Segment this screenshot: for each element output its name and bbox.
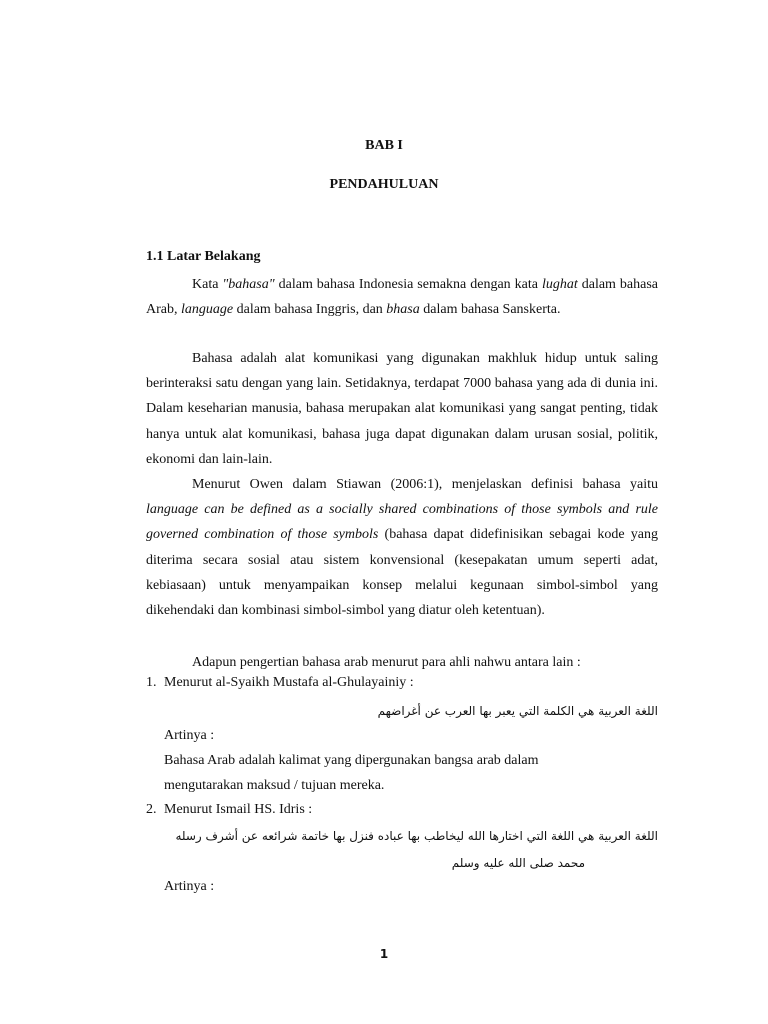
artinya-label-1: Artinya : <box>164 728 215 743</box>
paragraph-3: Menurut Owen dalam Stiawan (2006:1), menjelaskan definisi bahasa yaitu language can be defined as a socially shared combinations of those symbols and rule governed combination of those symbols (bahasa dapat didefinisikan sebagai kode yang diterima secara sosial atau sistem konvensional (kesepakatan umum seperti adat, kebiasaan) untuk menyampaikan konsep melalui kegunaan simbol-simbol yang dikehendaki dan kombinasi simbol-simbol yang diatur oleh ketentuan). <box>146 477 659 619</box>
chapter-title: PENDAHULUAN <box>329 177 439 192</box>
list-item-1-number: 1. <box>146 675 157 690</box>
page-number: 1 <box>379 947 389 961</box>
paragraph-2: Bahasa adalah alat komunikasi yang digunakan makhluk hidup untuk saling berinteraksi satu dengan yang lain. Setidaknya, terdapat 7000 bahasa yang ada di dunia ini. Dalam keseharian manusia, bahasa merupakan alat komunikasi yang sangat penting, tidak hanya untuk alat komunikasi, bahasa juga dapat digunakan dalam urusan sosial, politik, ekonomi dan lain-lain. <box>146 351 658 467</box>
meaning-1-line-1: Bahasa Arab adalah kalimat yang dipergunakan bangsa arab dalam <box>164 753 539 768</box>
list-item-2-label: Menurut Ismail HS. Idris : <box>164 802 313 817</box>
arabic-definition-1: اللغة العربية هي الكلمة التي يعبر بها العرب عن أغراضهم <box>377 704 658 718</box>
artinya-label-2: Artinya : <box>164 879 215 894</box>
list-item-1-label: Menurut al-Syaikh Mustafa al-Ghulayainiy : <box>164 675 414 690</box>
meaning-1-line-2: mengutarakan maksud / tujuan mereka. <box>164 778 385 793</box>
list-item-2-number: 2. <box>146 802 157 817</box>
section-heading: 1.1 Latar Belakang <box>146 249 261 264</box>
chapter-heading: BAB I <box>365 138 403 153</box>
arabic-definition-2-line-1: اللغة العربية هي اللغة التي اختارها الله ليخاطب بها عباده فنزل بها خاتمة شرائعه عن أشرف رسله <box>175 829 658 843</box>
arabic-definition-2-line-2: محمد صلى الله عليه وسلم <box>451 856 585 870</box>
paragraph-4: Adapun pengertian bahasa arab menurut para ahli nahwu antara lain : <box>192 655 581 670</box>
paragraph-1: Kata "bahasa" dalam bahasa Indonesia semakna dengan kata lughat dalam bahasa Arab, language dalam bahasa Inggris, dan bhasa dalam bahasa Sanskerta. <box>146 277 659 318</box>
